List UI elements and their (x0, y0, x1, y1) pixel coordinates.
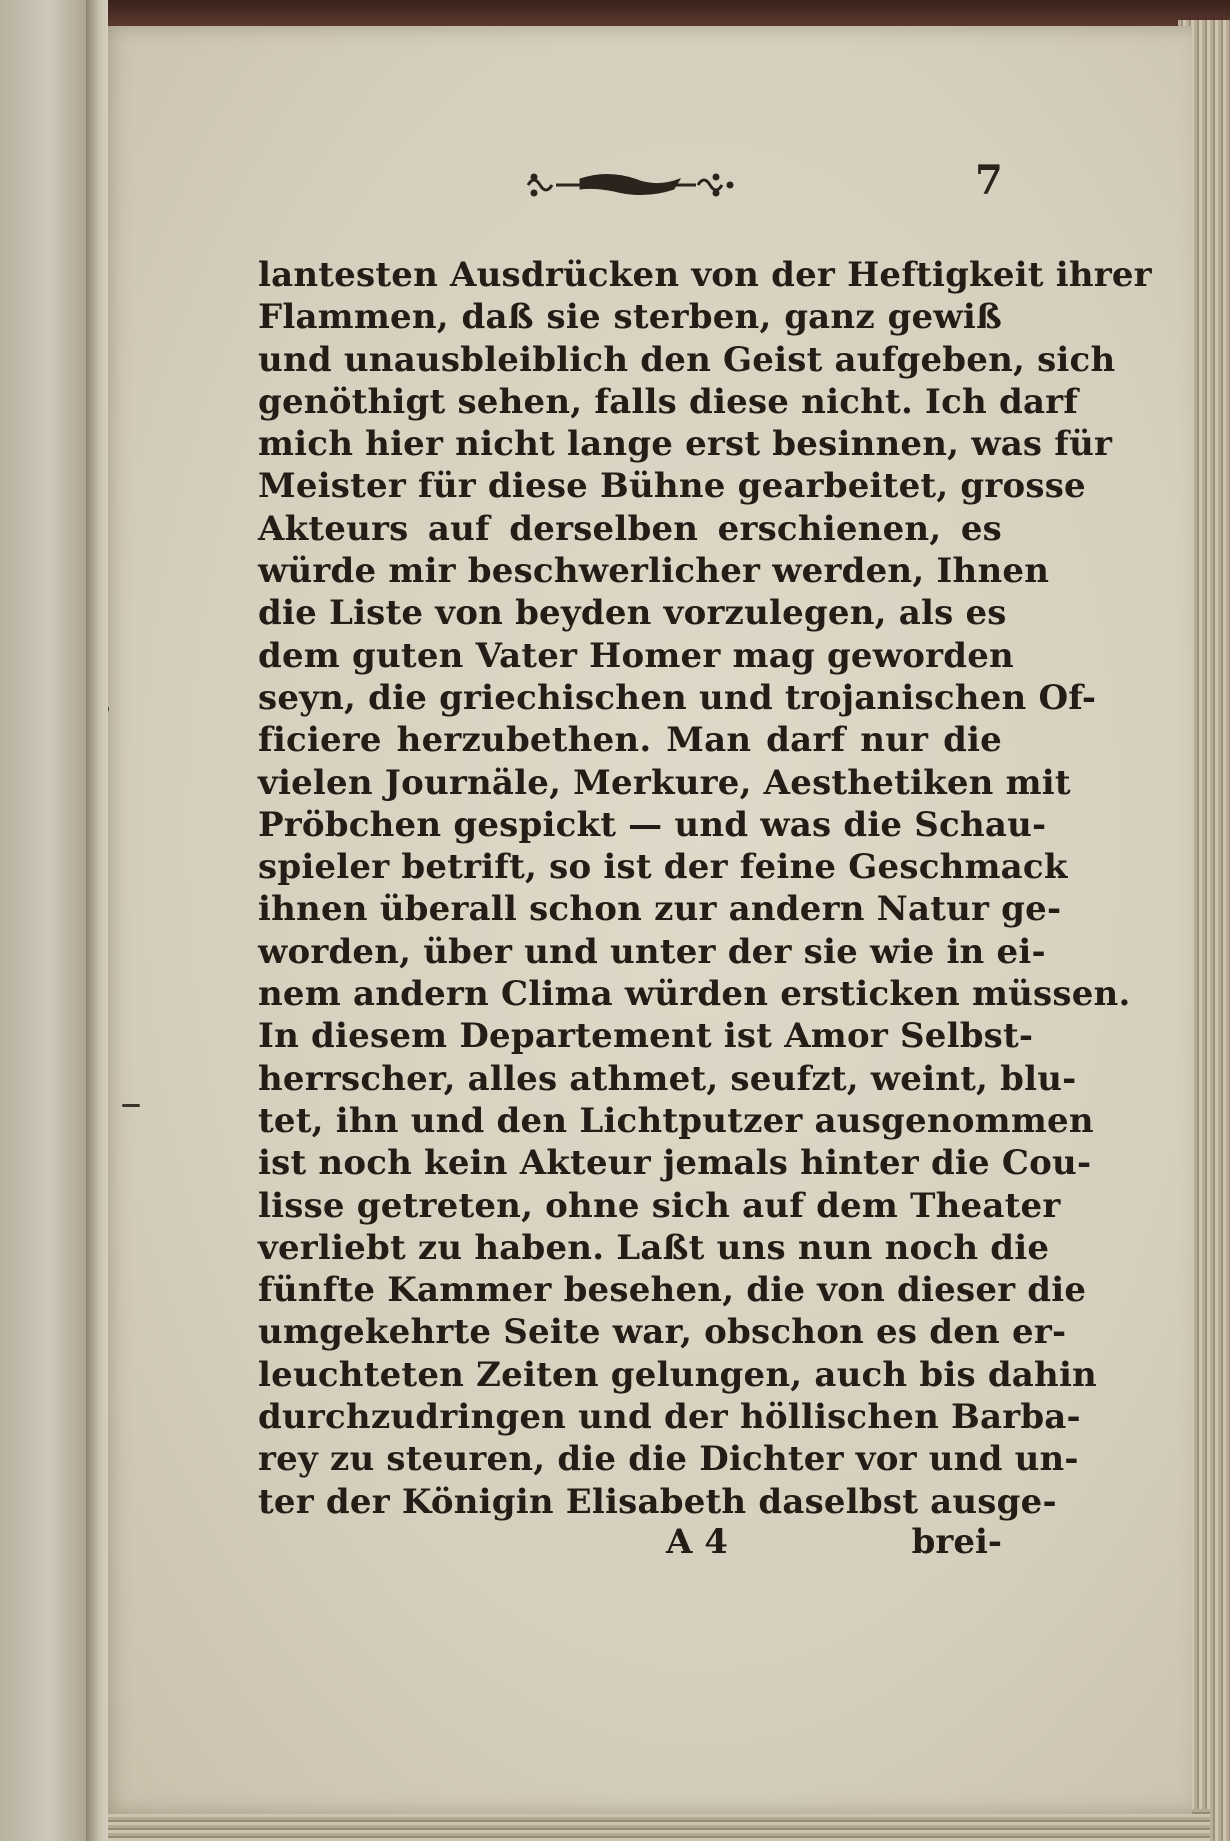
text-line: lisse getreten, ohne sich auf dem Theater (258, 1185, 1061, 1226)
text-line: genöthigt sehen, falls diese nicht. Ich darf (258, 381, 1079, 422)
text-line: herrscher, alles athmet, seufzt, weint, blu- (258, 1058, 1077, 1099)
text-line: spieler betrift, so ist der feine Geschmack (258, 847, 1068, 888)
text-line: worden, über und unter der sie wie in ei- (258, 931, 1046, 972)
text-line: Meister für diese Bühne gearbeitet, grosse (258, 466, 1086, 507)
text-line: Pröbchen gespickt — und was die Schau- (258, 804, 1047, 845)
text-line: rey zu steuren, die die Dichter vor und un- (258, 1439, 1079, 1480)
left-page-edge (0, 0, 92, 1841)
gutter-shadow (86, 0, 108, 1841)
text-line: ist noch kein Akteur jemals hinter die Cou- (258, 1143, 1092, 1184)
text-line: In diesem Departement ist Amor Selbst- (258, 1016, 1034, 1057)
text-line: lantesten Ausdrücken von der Heftigkeit ihrer (258, 255, 1152, 295)
text-line: seyn, die griechischen und trojanischen Of- (258, 677, 1097, 718)
text-line: fünfte Kammer besehen, die von dieser die (258, 1270, 1087, 1311)
text-line: nem andern Clima würden ersticken müssen. (258, 974, 1131, 1015)
text-line: dem guten Vater Homer mag geworden (258, 635, 1014, 676)
page-number: 7 (975, 157, 1003, 204)
book-cover-edge (88, 0, 1230, 28)
text-line: vielen Journäle, Merkure, Aesthetiken mit (258, 762, 1071, 803)
text-line: Akteurs auf derselben erschienen, es (258, 508, 1002, 549)
text-line: verliebt zu haben. Laßt uns nun noch die (258, 1227, 1050, 1268)
text-line: umgekehrte Seite war, obschon es den er- (258, 1312, 1067, 1353)
ornament-icon (520, 155, 740, 215)
page-footer (258, 1522, 1002, 1566)
text-line: ihnen überall schon zur andern Natur ge- (258, 889, 1062, 930)
text-line: die Liste von beyden vorzulegen, als es (258, 593, 1007, 634)
text-line: Flammen, daß sie sterben, ganz gewiß (258, 297, 1002, 338)
text-line: leuchteten Zeiten gelungen, auch bis dahin (258, 1354, 1097, 1395)
signature-mark: A 4 (666, 1522, 728, 1562)
body-text (258, 254, 1152, 1523)
text-line: mich hier nicht lange erst besinnen, was für (258, 424, 1113, 465)
catchword: brei- (911, 1522, 1002, 1562)
text-line: ter der Königin Elisabeth daselbst ausge- (258, 1481, 1057, 1522)
text-line: ficiere herzubethen. Man darf nur die (258, 720, 1002, 761)
text-line: tet, ihn und den Lichtputzer ausgenommen (258, 1100, 1094, 1141)
text-line: durchzudringen und der höllischen Barba- (258, 1397, 1081, 1438)
text-line: und unausbleiblich den Geist aufgeben, sich (258, 339, 1116, 380)
text-line: würde mir beschwerlicher werden, Ihnen (258, 551, 1050, 592)
page-header (520, 155, 1020, 215)
ink-speck (122, 1104, 140, 1107)
